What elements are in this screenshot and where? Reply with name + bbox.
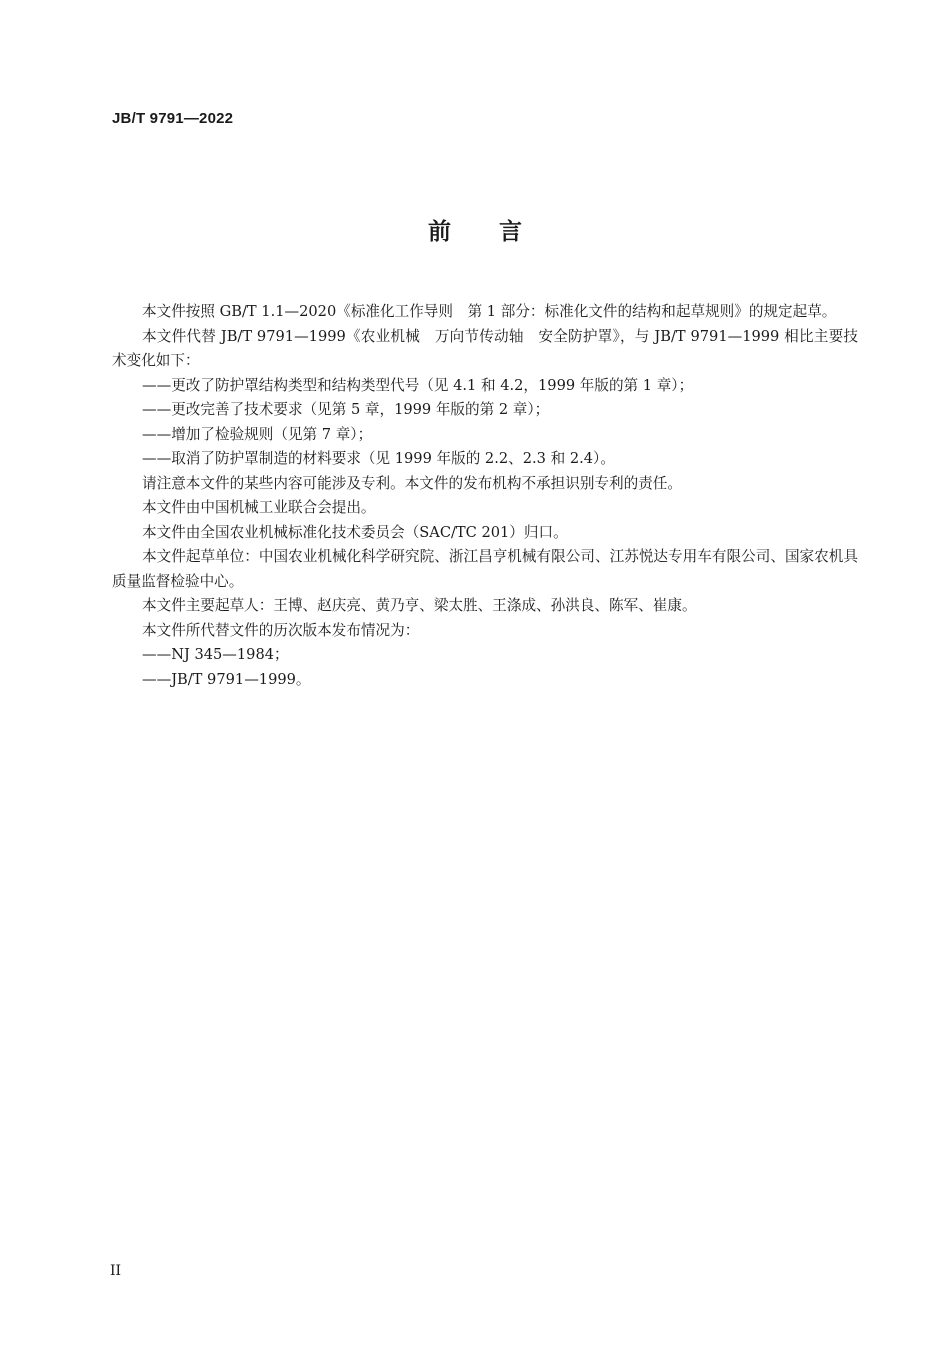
history-intro: 本文件所代替文件的历次版本发布情况为： [142, 621, 420, 639]
change-item: ——更改了防护罩结构类型和结构类型代号（见 4.1 和 4.2，1999 年版的第 1 章）； [142, 376, 694, 394]
change-item: ——更改完善了技术要求（见第 5 章，1999 年版的第 2 章）； [142, 401, 550, 418]
patent-notice: 请注意本文件的某些内容可能涉及专利。本文件的发布机构不承担识别专利的责任。 [142, 474, 682, 492]
drafters: 本文件主要起草人：王博、赵庆亮、黄乃亨、梁太胜、王涤成、孙洪良、陈军、崔康。 [142, 597, 697, 614]
page-number: II [110, 1263, 122, 1279]
history-item: ——JB/T 9791—1999。 [142, 670, 311, 688]
section-title-foreword: 前言 [428, 219, 570, 245]
proposed-by: 本文件由中国机械工业联合会提出。 [142, 499, 376, 516]
change-item: ——增加了检验规则（见第 7 章）； [142, 425, 373, 443]
drafting-units: 本文件起草单位：中国农业机械化科学研究院、浙江昌亨机械有限公司、江苏悦达专用车有限公司、国家农机具质量监督检验中心。 [112, 548, 858, 590]
history-item: ——NJ 345—1984； [142, 646, 289, 663]
drafting-basis-paragraph: 本文件按照 GB/T 1.1—2020《标准化工作导则 第 1 部分：标准化文件的结构和起草规则》的规定起草。 [142, 303, 837, 320]
replacement-paragraph: 本文件代替 JB/T 9791—1999《农业机械 万向节传动轴 安全防护罩》，与 JB/T 9791—1999 相比主要技术变化如下： [112, 327, 858, 369]
managed-by: 本文件由全国农业机械标准化技术委员会（SAC/TC 201）归口。 [142, 523, 568, 541]
standard-number: JB/T 9791—2022 [112, 110, 234, 127]
change-item: ——取消了防护罩制造的材料要求（见 1999 年版的 2.2、2.3 和 2.4）。 [142, 450, 615, 467]
foreword-body [112, 300, 858, 692]
